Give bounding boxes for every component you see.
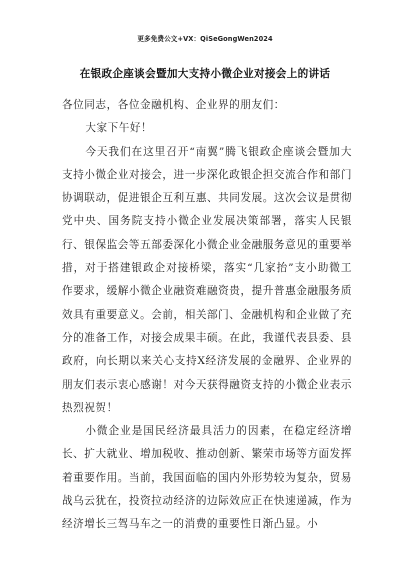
paragraph-2: 小微企业是国民经济最具活力的因素，在稳定经济增长、扩大就业、增加税收、推动创新、繁荣市场等方面发挥着重要作用。当前，我国面临的国内外形势较为复杂，贸易战乌云犹在，投资拉动经济的边际效应正在快速递减，作为经济增长三驾马车之一的消费的重要性日渐凸显。小 xyxy=(62,425,352,531)
greeting: 大家下午好！ xyxy=(85,122,153,135)
salutation: 各位同志，各位金融机构、企业界的朋友们： xyxy=(62,99,285,111)
header-note: 更多免费公文+VX：QiSeGongWen2024 xyxy=(137,35,273,43)
speech-body xyxy=(62,94,352,537)
paragraph-1: 今天我们在这里召开“南翼”腾飞银政企座谈会暨加大支持小微企业对接会，进一步深化政银企担交流合作和部门协调联动，促进银企互利互惠、共同发展。这次会议是贯彻党中央、国务院支持小微企业发展决策部署，落实人民银行、银保监会等五部委深化小微企业金融服务意见的重要举措，对于搭建银政企对接桥梁，落实“几家抬”支小助微工作要求，缓解小微企业融资难融资贵，提升普惠金融服务质效具有重要意义。会前，相关部门、金融机构和企业做了充分的准备工作，对接会成果丰硕。在此，我谨代表县委、县政府，向长期以来关心支持X经济发展的金融界、企业界的朋友们表示衷心感谢！对今天获得融资支持的小微企业表示热烈祝贺！ xyxy=(62,145,352,414)
speech-title: 在银政企座谈会暨加大支持小微企业对接会上的讲话 xyxy=(79,68,331,80)
